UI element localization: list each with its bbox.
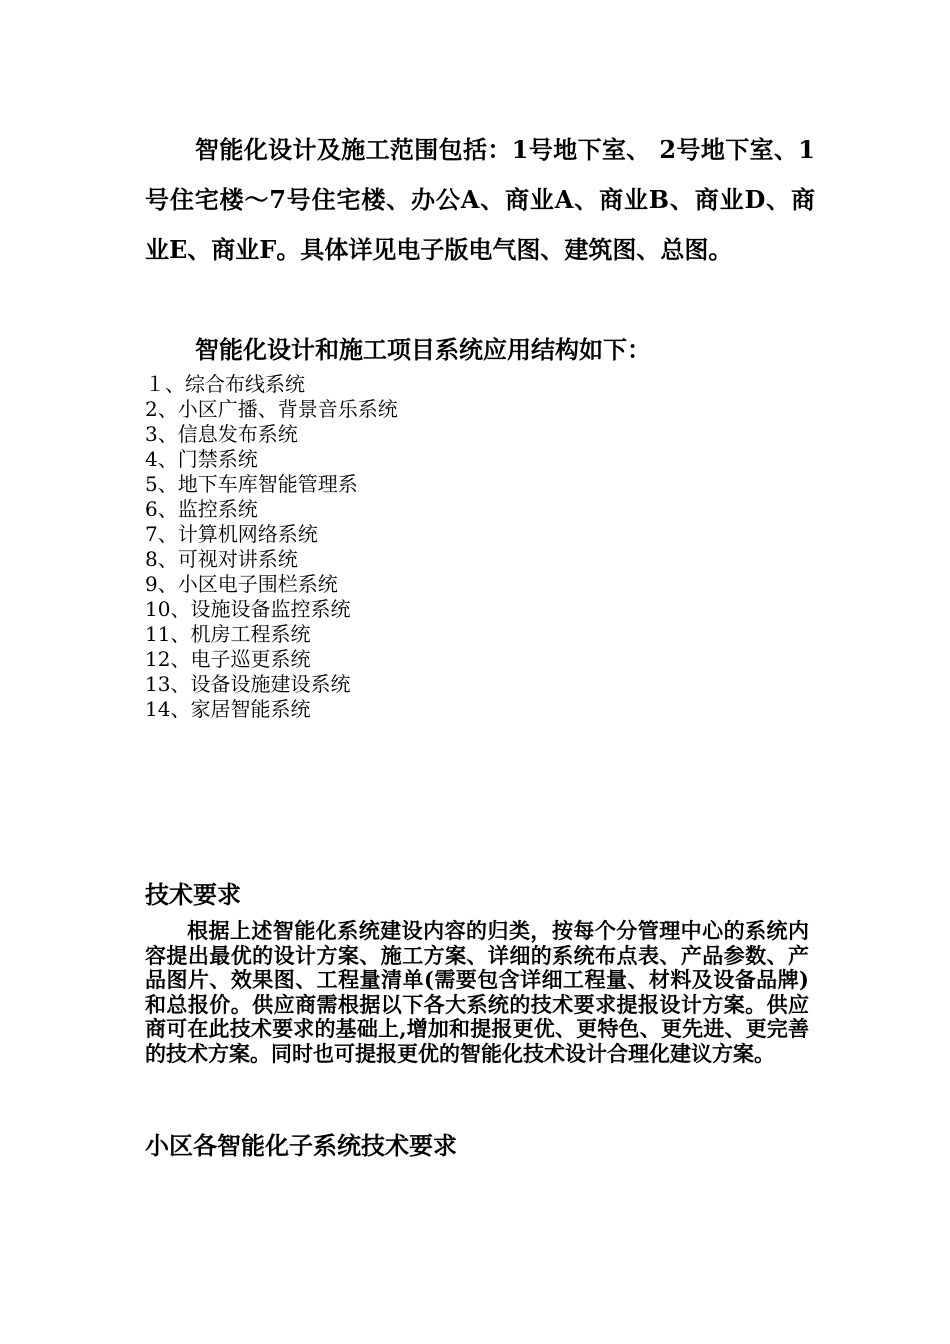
list-item: 4、门禁系统 [145,447,258,471]
list-item: 5、地下车库智能管理系 [145,472,358,496]
list-item: 6、监控系统 [145,497,258,521]
list-item: 12、电子巡更系统 [145,647,311,671]
list-item: 14、家居智能系统 [145,697,311,721]
structure-intro: 智能化设计和施工项目系统应用结构如下： [195,335,651,364]
list-item: 2、小区广播、背景音乐系统 [145,397,398,421]
list-item: 13、设备设施建设系统 [145,672,351,696]
tech-requirements-paragraph: 根据上述智能化系统建设内容的归类，按每个分管理中心的系统内容提出最优的设计方案、施工方案、详细的系统布点表、产品参数、产品图片、效果图、工程量清单(需要包含详细工程量、材料及设备品牌)和总报价。供应商需根据以下各大系统的技术要求提报设计方案。供应商可在此技术要求的基础上,增加和提报更优、更特色、更先进、更完善的技术方案。同时也可提报更优的智能化技术设计合理化建议方案。 [145,918,809,1066]
list-item: 10、设施设备监控系统 [145,597,351,621]
tech-requirements-heading: 技术要求 [145,880,241,909]
list-item: 11、机房工程系统 [145,622,311,646]
list-item: 8、可视对讲系统 [145,547,298,571]
scope-paragraph: 智能化设计及施工范围包括：1号地下室、 2号地下室、1号住宅楼～7号住宅楼、办公A、商业A、商业B、商业D、商业E、商业F。具体详见电子版电气图、建筑图、总图。 [145,135,815,264]
subsystem-requirements-heading: 小区各智能化子系统技术要求 [145,1131,457,1160]
list-item: １、综合布线系统 [145,372,305,396]
list-item: 9、小区电子围栏系统 [145,572,338,596]
list-item: 3、信息发布系统 [145,422,298,446]
system-list [145,372,398,722]
list-item: 7、计算机网络系统 [145,522,318,546]
